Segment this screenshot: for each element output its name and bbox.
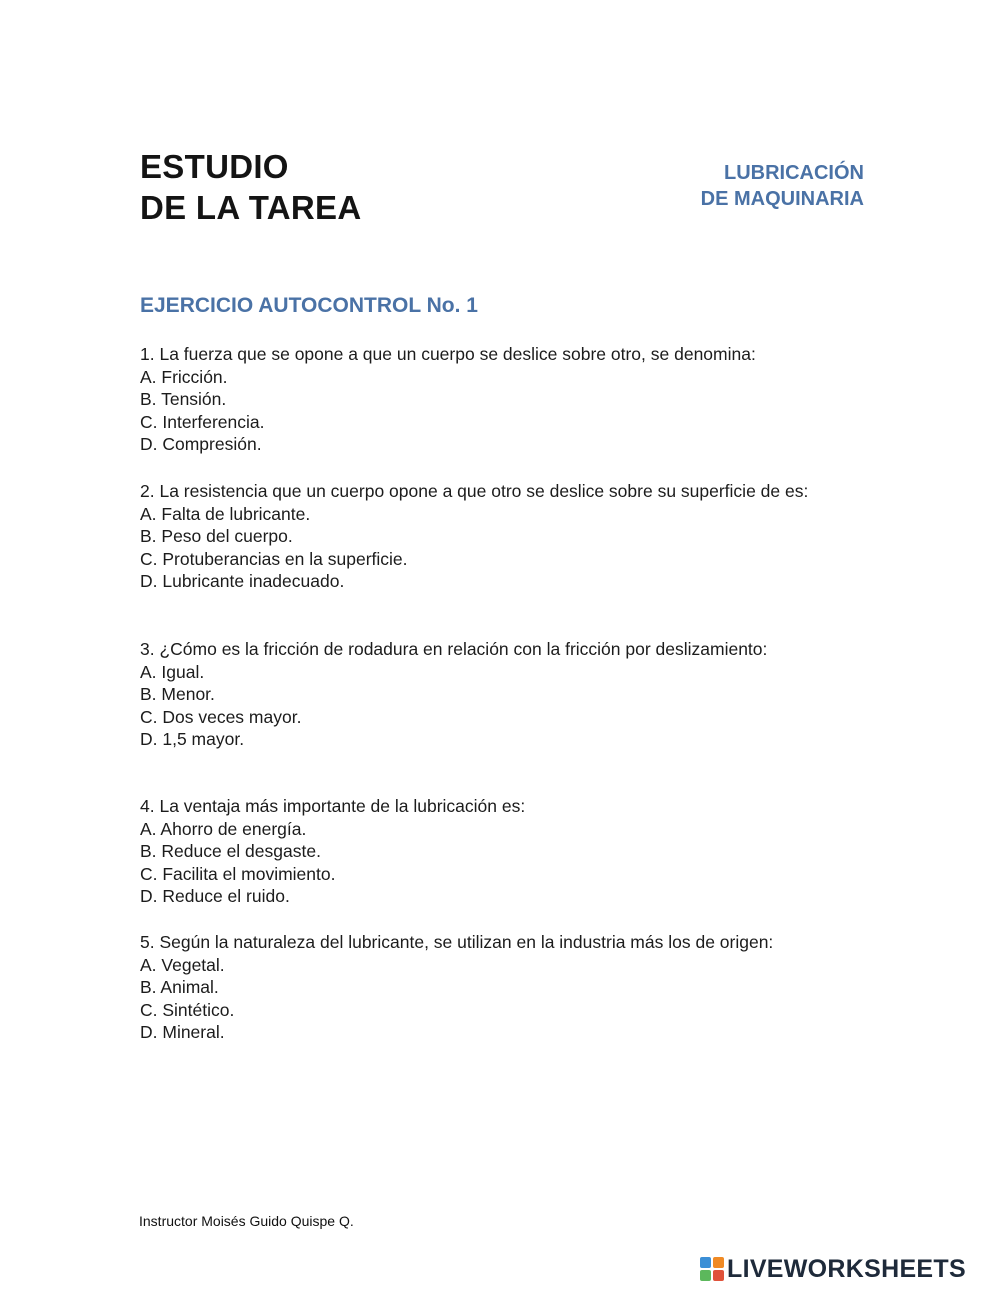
- option-b[interactable]: B. Reduce el desgaste.: [140, 841, 321, 861]
- option-c[interactable]: C. Protuberancias en la superficie.: [140, 548, 408, 569]
- option-d[interactable]: D. Mineral.: [140, 1022, 225, 1042]
- logo-square-blue: [700, 1257, 711, 1268]
- option-b[interactable]: B. Animal.: [140, 977, 219, 997]
- question-text: 2. La resistencia que un cuerpo opone a que otro se deslice sobre su superficie de es:: [140, 481, 809, 501]
- question-2: [140, 480, 837, 593]
- question-text: 3. ¿Cómo es la fricción de rodadura en relación con la fricción por deslizamiento:: [140, 639, 768, 659]
- course-line-1: LUBRICACIÓN: [724, 162, 864, 184]
- option-d[interactable]: D. Lubricante inadecuado.: [140, 571, 345, 591]
- exercise-heading: EJERCICIO AUTOCONTROL No. 1: [140, 294, 478, 317]
- instructor-footer: Instructor Moisés Guido Quispe Q.: [139, 1213, 354, 1229]
- question-text: 5. Según la naturaleza del lubricante, se utilizan en la industria más los de origen:: [140, 932, 774, 952]
- option-d[interactable]: D. Reduce el ruido.: [140, 886, 290, 906]
- question-1: [140, 343, 837, 456]
- option-c[interactable]: C. Dos veces mayor.: [140, 706, 302, 727]
- option-c[interactable]: C. Sintético.: [140, 999, 235, 1020]
- question-3: [140, 638, 837, 751]
- option-d[interactable]: D. Compresión.: [140, 434, 262, 454]
- option-a[interactable]: A. Igual.: [140, 661, 205, 682]
- title-line-1: ESTUDIO: [140, 148, 289, 185]
- option-a[interactable]: A. Fricción.: [140, 366, 228, 387]
- logo-square-green: [700, 1270, 711, 1281]
- logo-square-orange: [713, 1257, 724, 1268]
- option-a[interactable]: A. Ahorro de energía.: [140, 818, 307, 839]
- option-c[interactable]: C. Interferencia.: [140, 411, 265, 432]
- liveworksheets-logo-text: LIVEWORKSHEETS: [727, 1254, 966, 1283]
- page-title: [140, 146, 361, 228]
- title-line-2: DE LA TAREA: [140, 189, 362, 226]
- course-name: [701, 160, 864, 212]
- logo-square-red: [713, 1270, 724, 1281]
- option-b[interactable]: B. Tensión.: [140, 389, 227, 409]
- liveworksheets-logo[interactable]: [700, 1254, 966, 1284]
- option-d[interactable]: D. 1,5 mayor.: [140, 729, 245, 749]
- option-a[interactable]: A. Falta de lubricante.: [140, 503, 311, 524]
- option-a[interactable]: A. Vegetal.: [140, 954, 225, 975]
- question-4: [140, 795, 837, 908]
- option-c[interactable]: C. Facilita el movimiento.: [140, 863, 336, 884]
- question-5: [140, 931, 837, 1044]
- question-text: 1. La fuerza que se opone a que un cuerpo se deslice sobre otro, se denomina:: [140, 344, 756, 364]
- option-b[interactable]: B. Menor.: [140, 684, 215, 704]
- option-b[interactable]: B. Peso del cuerpo.: [140, 526, 293, 546]
- course-line-2: DE MAQUINARIA: [700, 188, 864, 210]
- question-text: 4. La ventaja más importante de la lubricación es:: [140, 796, 526, 816]
- liveworksheets-logo-icon: [700, 1257, 724, 1281]
